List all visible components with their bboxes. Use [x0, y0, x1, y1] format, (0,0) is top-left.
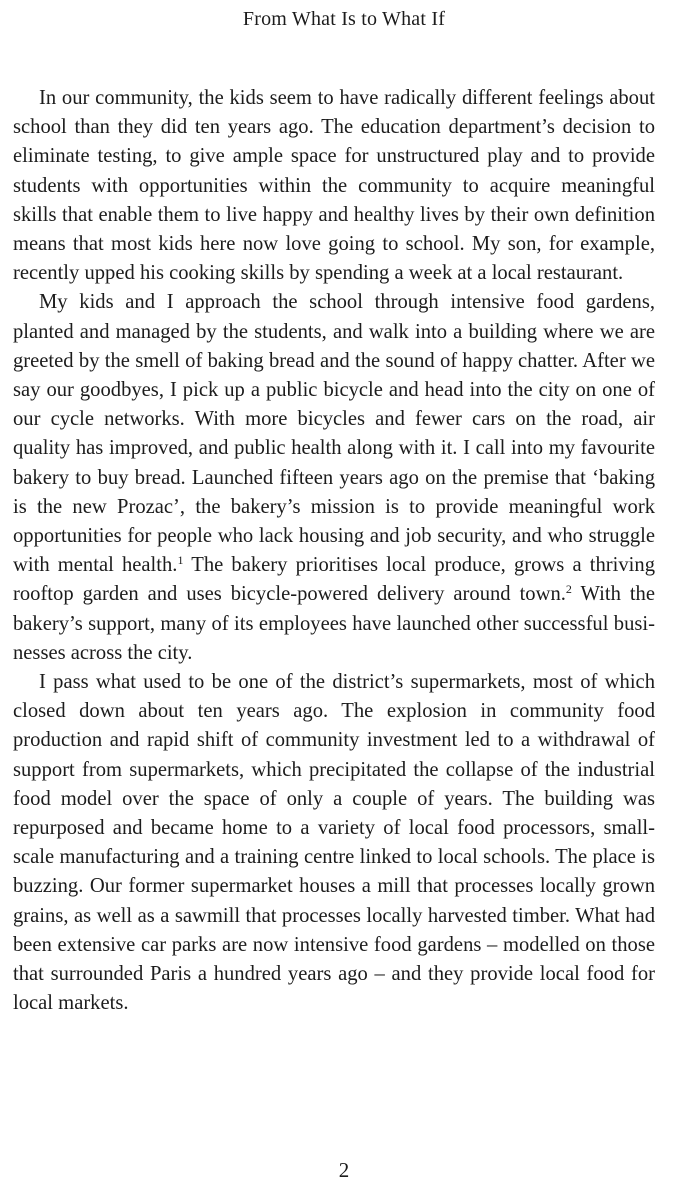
paragraph-3	[13, 668, 655, 1018]
paragraph-1-text: In our community, the kids seem to have radically different feelings about school than they did ten years ago. The education department’s decision to eliminate testing, to give ample space for unstructured play and to provide students with opportunities within the community to acquire meaningful skills that enable them to live happy and healthy lives by their own definition means that most kids here now love going to school. My son, for example, recently upped his cooking skills by spending a week at a local restaurant.	[13, 87, 655, 285]
paragraph-1	[13, 84, 655, 288]
page-number: 2	[338, 1158, 350, 1182]
footnote-marker-1[interactable]: 1	[177, 553, 184, 568]
paragraph-2-text-b: The bakery prioritises local produce, grows a thriving rooftop garden and uses bicycle-powered delivery around town.	[13, 554, 655, 606]
running-head-title: From What Is to What If	[242, 8, 446, 30]
footnote-marker-2[interactable]: 2	[565, 582, 572, 597]
paragraph-2	[13, 288, 655, 668]
paragraph-3-text: I pass what used to be one of the district’s supermarkets, most of which closed down about ten years ago. The explosion in community food production and rapid shift of community investment led to a withdrawal of support from supermarkets, which precipitated the collapse of the industrial food model over the space of only a couple of years. The building was repurposed and became home to a variety of local food processors, small-scale manufacturing and a training centre linked to local schools. The place is buzzing. Our former supermarket houses a mill that processes locally grown grains, as well as a sawmill that processes locally harvested timber. What had been extensive car parks are now intensive food gardens – modelled on those that surrounded Paris a hundred years ago – and they provide local food for local markets.	[13, 671, 655, 1015]
paragraph-2-text-c: With the bakery’s support, many of its employees have launched other successful businesses across the city.	[13, 583, 655, 664]
body-text	[13, 84, 655, 1019]
paragraph-2-text-a: My kids and I approach the school through intensive food gardens, planted and managed by the students, and walk into a building where we are greeted by the smell of baking bread and the sound of happy chatter. After we say our goodbyes, I pick up a public bicycle and head into the city on one of our cycle networks. With more bicycles and fewer cars on the road, air quality has improved, and public health along with it. I call into my favourite bakery to buy bread. Launched fifteen years ago on the premise that ‘baking is the new Prozac’, the bakery’s mission is to provide meaningful work opportunities for people who lack housing and job security, and who struggle with mental health.	[13, 291, 655, 577]
